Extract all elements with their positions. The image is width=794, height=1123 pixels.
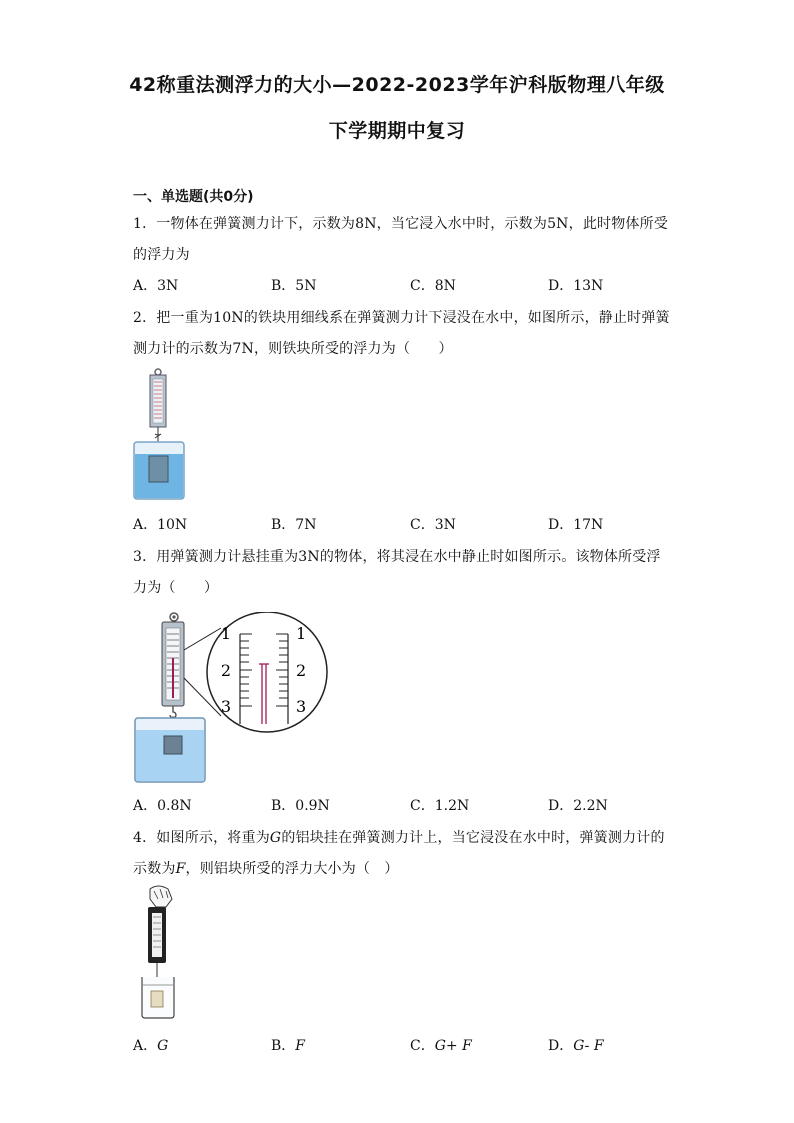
scale-label-right-1: 1 bbox=[296, 624, 307, 643]
q1-option-d: D．13N bbox=[548, 278, 604, 294]
q1-option-b: B．5N bbox=[271, 278, 317, 294]
q4-text-line-1: 4．如图所示，将重为G的铝块挂在弹簧测力计上，当它浸没在水中时，弹簧测力计的 bbox=[133, 830, 665, 846]
q4-text-line-2: 示数为F，则铝块所受的浮力大小为（ ） bbox=[133, 861, 399, 877]
scale-label-left-2: 2 bbox=[220, 661, 231, 680]
section-heading: 一、单选题(共0分) bbox=[133, 189, 254, 205]
scale-label-right-2: 2 bbox=[296, 661, 307, 680]
q2-spring-scale-figure bbox=[133, 368, 193, 502]
q2-text-line-2: 测力计的示数为7N，则铁块所受的浮力为（ ） bbox=[133, 341, 453, 357]
scale-label-left-3: 3 bbox=[220, 697, 231, 716]
document-title-line-2: 下学期期中复习 bbox=[328, 120, 466, 142]
q3-text-line-1: 3．用弹簧测力计悬挂重为3N的物体，将其浸在水中静止时如图所示。该物体所受浮 bbox=[133, 549, 661, 565]
scale-label-right-3: 3 bbox=[296, 697, 307, 716]
q2-option-c: C．3N bbox=[410, 517, 456, 533]
q3-spring-scale-figure bbox=[133, 612, 333, 784]
q1-text-line-1: 1．一物体在弹簧测力计下，示数为8N，当它浸入水中时，示数为5N，此时物体所受 bbox=[133, 216, 669, 232]
q1-text-line-2: 的浮力为 bbox=[133, 247, 190, 263]
q3-option-a: A．0.8N bbox=[133, 798, 192, 814]
q3-option-d: D．2.2N bbox=[548, 798, 608, 814]
q4-option-a: A．G bbox=[133, 1038, 169, 1054]
q3-option-c: C．1.2N bbox=[410, 798, 470, 814]
q1-option-a: A．3N bbox=[133, 278, 179, 294]
q4-option-d: D．G- F bbox=[548, 1038, 604, 1054]
document-title-line-1: 42称重法测浮力的大小—2022-2023学年沪科版物理八年级 bbox=[129, 74, 665, 96]
q2-text-line-1: 2．把一重为10N的铁块用细线系在弹簧测力计下浸没在水中，如图所示，静止时弹簧 bbox=[133, 310, 670, 326]
q4-option-c: C．G+ F bbox=[410, 1038, 472, 1054]
q4-var-g: G bbox=[269, 830, 282, 846]
scale-label-left-1: 1 bbox=[220, 624, 231, 643]
q4-spring-scale-figure bbox=[137, 885, 187, 1020]
q1-option-c: C．8N bbox=[410, 278, 456, 294]
q2-option-a: A．10N bbox=[133, 517, 188, 533]
q4-option-b: B．F bbox=[271, 1038, 306, 1054]
q4-var-f: F bbox=[175, 861, 186, 877]
q2-option-d: D．17N bbox=[548, 517, 604, 533]
q3-option-b: B．0.9N bbox=[271, 798, 330, 814]
q2-option-b: B．7N bbox=[271, 517, 317, 533]
q3-text-line-2: 力为（ ） bbox=[133, 580, 219, 596]
